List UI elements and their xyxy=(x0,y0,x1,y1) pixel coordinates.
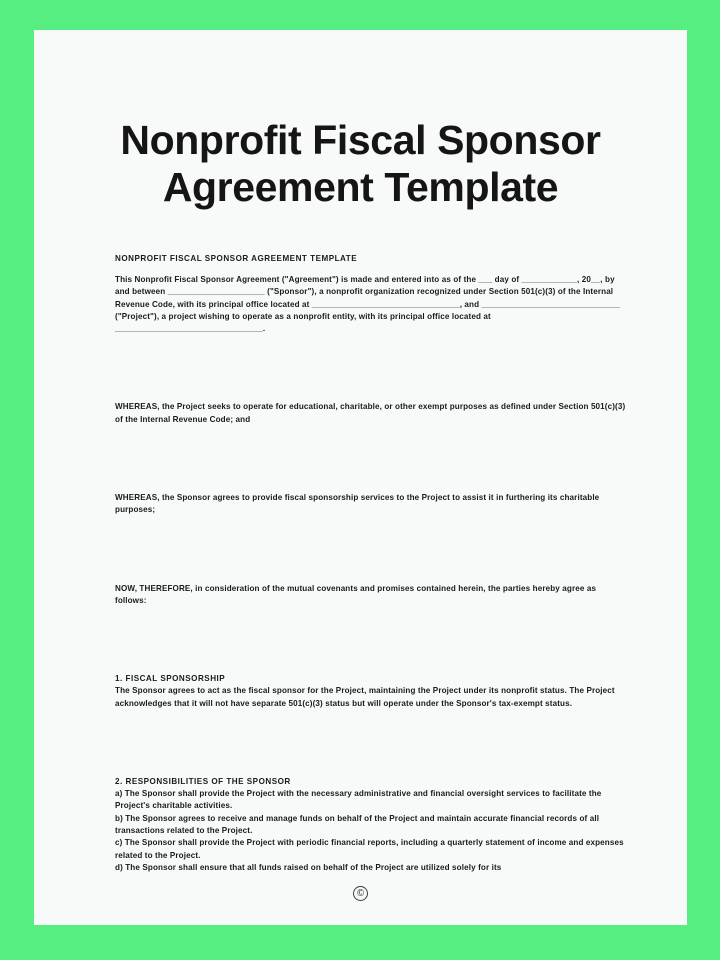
section-1-text: The Sponsor agrees to act as the fiscal sponsor for the Project, maintaining the Project under its nonprofit status. The Project acknowledges that it will not have separate 501(c)(3) status but will operate under the Sponsor's tax-exempt status. xyxy=(115,686,615,708)
copyright-icon: © xyxy=(353,886,368,901)
spacer xyxy=(115,607,629,673)
section-2-heading: 2. RESPONSIBILITIES OF THE SPONSOR xyxy=(115,776,291,786)
intro-paragraph: This Nonprofit Fiscal Sponsor Agreement ("Agreement") is made and entered into as of the ___ day of ____________, 20__, by and between _____________________ ("Sponsor"), a nonprofit organization recognized under Section 501(c)(3) of the Internal Revenue Code, with its principal office located at ________________________________, and ______________________________ ("Project"), a project wishing to operate as a nonprofit entity, with its principal office located at ________________________________. xyxy=(115,274,621,334)
spacer xyxy=(115,265,629,274)
section-1-heading: 1. FISCAL SPONSORSHIP xyxy=(115,674,226,684)
section-2-item-b: b) The Sponsor agrees to receive and manage funds on behalf of the Project and maintain accurate financial records of all transactions related to the Project. xyxy=(115,813,600,835)
spacer xyxy=(115,517,629,583)
now-therefore-clause: NOW, THEREFORE, in consideration of the mutual covenants and promises contained herein, the parties hereby agree as follows: xyxy=(115,583,597,605)
spacer xyxy=(115,335,629,401)
section-2-item-a: a) The Sponsor shall provide the Project with the necessary administrative and financial oversight services to facilitate the Project's charitable activities. xyxy=(115,789,602,811)
document-heading: NONPROFIT FISCAL SPONSOR AGREEMENT TEMPLATE xyxy=(115,253,358,263)
document-sheet xyxy=(34,30,687,925)
whereas-clause-2: WHEREAS, the Sponsor agrees to provide fiscal sponsorship services to the Project to assist it in furthering its charitable purposes; xyxy=(115,493,600,515)
document-body xyxy=(34,253,687,874)
spacer xyxy=(115,710,629,776)
whereas-clause-1: WHEREAS, the Project seeks to operate for educational, charitable, or other exempt purposes as defined under Section 501(c)(3) of the Internal Revenue Code; and xyxy=(115,402,626,424)
page-title-line-1: Nonprofit Fiscal Sponsor xyxy=(120,117,601,163)
page-title xyxy=(34,118,687,211)
section-2-item-c: c) The Sponsor shall provide the Project with periodic financial reports, including a quarterly statement of income and expenses related to the Project. xyxy=(115,838,624,860)
spacer xyxy=(115,426,629,492)
document-footer xyxy=(34,886,687,901)
section-2-item-d: d) The Sponsor shall ensure that all funds raised on behalf of the Project are utilized solely for its xyxy=(115,862,502,872)
page-title-line-2: Agreement Template xyxy=(162,163,559,210)
